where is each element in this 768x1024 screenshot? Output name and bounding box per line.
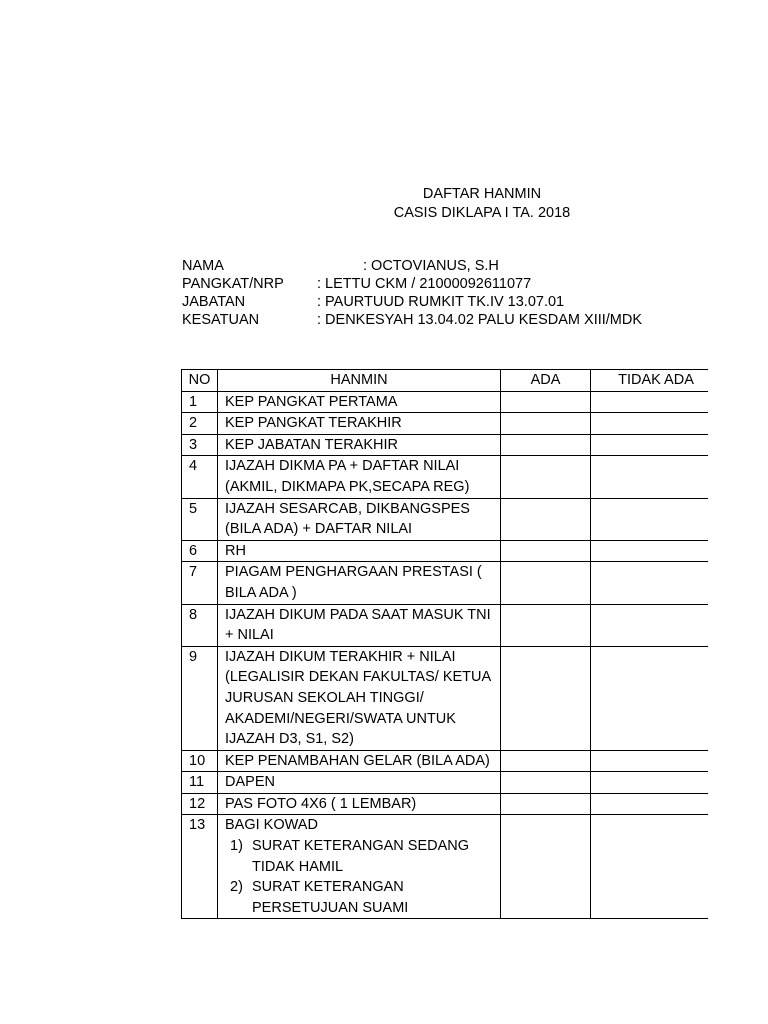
document-subtitle: CASIS DIKLAPA I TA. 2018 [393, 205, 571, 221]
row-hanmin: KEP PANGKAT TERAKHIR [218, 413, 501, 435]
row-number: 1 [182, 391, 218, 413]
row-number: 3 [182, 434, 218, 456]
row-hanmin: PAS FOTO 4X6 ( 1 LEMBAR) [218, 793, 501, 815]
table-row [182, 434, 709, 456]
info-row-kesatuan [182, 311, 742, 329]
row-number: 5 [182, 498, 218, 540]
cell-tidak-ada [591, 646, 709, 750]
info-label: KESATUAN [182, 312, 260, 328]
header-tidak-ada: TIDAK ADA [591, 370, 709, 392]
cell-tidak-ada [591, 772, 709, 794]
cell-tidak-ada [591, 793, 709, 815]
row-hanmin: IJAZAH DIKUM TERAKHIR + NILAI (LEGALISIR DEKAN FAKULTAS/ KETUA JURUSAN SEKOLAH TINGGI/ AKADEMI/NEGERI/SWATA UNTUK IJAZAH D3, S1, S2) [218, 646, 501, 750]
table-row [182, 562, 709, 604]
info-value: : LETTU CKM / 21000092611077 [317, 276, 532, 292]
header-hanmin: HANMIN [218, 370, 501, 392]
cell-ada [501, 793, 591, 815]
row-number: 4 [182, 456, 218, 498]
cell-tidak-ada [591, 815, 709, 919]
table-row [182, 540, 709, 562]
row-hanmin-kowad [218, 815, 501, 919]
cell-ada [501, 498, 591, 540]
document-header [300, 185, 664, 223]
row-number: 13 [182, 815, 218, 919]
row-number: 6 [182, 540, 218, 562]
row-hanmin: IJAZAH SESARCAB, DIKBANGSPES (BILA ADA) + DAFTAR NILAI [218, 498, 501, 540]
table-row [182, 391, 709, 413]
row-hanmin: PIAGAM PENGHARGAAN PRESTASI ( BILA ADA ) [218, 562, 501, 604]
cell-ada [501, 562, 591, 604]
table-row [182, 604, 709, 646]
cell-ada [501, 456, 591, 498]
table-row [182, 750, 709, 772]
table-row [182, 413, 709, 435]
cell-ada [501, 772, 591, 794]
info-value: : DENKESYAH 13.04.02 PALU KESDAM XIII/MDK [317, 312, 643, 328]
sub-item-text: SURAT KETERANGAN SEDANG TIDAK HAMIL [252, 838, 470, 875]
row-hanmin: IJAZAH DIKUM PADA SAAT MASUK TNI + NILAI [218, 604, 501, 646]
cell-tidak-ada [591, 562, 709, 604]
table-row [182, 772, 709, 794]
header-no: NO [182, 370, 218, 392]
row-number: 2 [182, 413, 218, 435]
sub-item [225, 877, 500, 918]
sub-item-text: SURAT KETERANGAN PERSETUJUAN SUAMI [252, 879, 409, 916]
info-row-jabatan [182, 293, 742, 311]
cell-ada [501, 815, 591, 919]
header-ada: ADA [501, 370, 591, 392]
cell-ada [501, 434, 591, 456]
row-hanmin: KEP PANGKAT PERTAMA [218, 391, 501, 413]
row-hanmin: DAPEN [218, 772, 501, 794]
row-number: 12 [182, 793, 218, 815]
info-row-nama [182, 257, 742, 275]
cell-tidak-ada [591, 413, 709, 435]
sub-item-number: 1) [230, 838, 243, 855]
cell-ada [501, 604, 591, 646]
table-header-row [182, 370, 709, 392]
cell-tidak-ada [591, 498, 709, 540]
row-hanmin: KEP PENAMBAHAN GELAR (BILA ADA) [218, 750, 501, 772]
cell-tidak-ada [591, 540, 709, 562]
cell-tidak-ada [591, 456, 709, 498]
cell-tidak-ada [591, 750, 709, 772]
sub-item [225, 836, 500, 877]
row-number: 9 [182, 646, 218, 750]
cell-tidak-ada [591, 604, 709, 646]
row-number: 8 [182, 604, 218, 646]
table-row [182, 793, 709, 815]
info-value: : OCTOVIANUS, S.H [363, 258, 499, 274]
row-number: 7 [182, 562, 218, 604]
row-hanmin: RH [218, 540, 501, 562]
row-number: 11 [182, 772, 218, 794]
row-hanmin: IJAZAH DIKMA PA + DAFTAR NILAI (AKMIL, DIKMAPA PK,SECAPA REG) [218, 456, 501, 498]
row-number: 10 [182, 750, 218, 772]
table-row [182, 498, 709, 540]
hanmin-table [181, 369, 708, 919]
info-label: PANGKAT/NRP [182, 276, 284, 292]
table-row [182, 456, 709, 498]
cell-tidak-ada [591, 391, 709, 413]
table-row [182, 646, 709, 750]
cell-ada [501, 646, 591, 750]
info-value: : PAURTUUD RUMKIT TK.IV 13.07.01 [317, 294, 565, 310]
document-title: DAFTAR HANMIN [422, 186, 542, 202]
info-row-pangkat [182, 275, 742, 293]
cell-tidak-ada [591, 434, 709, 456]
personal-info [182, 257, 742, 329]
cell-ada [501, 413, 591, 435]
cell-ada [501, 391, 591, 413]
table-row [182, 815, 709, 919]
sub-item-number: 2) [230, 879, 243, 896]
info-label: NAMA [182, 258, 224, 274]
row-hanmin: BAGI KOWAD [225, 817, 318, 834]
row-hanmin: KEP JABATAN TERAKHIR [218, 434, 501, 456]
hanmin-table-wrapper [181, 369, 708, 931]
cell-ada [501, 750, 591, 772]
info-label: JABATAN [182, 294, 246, 310]
cell-ada [501, 540, 591, 562]
